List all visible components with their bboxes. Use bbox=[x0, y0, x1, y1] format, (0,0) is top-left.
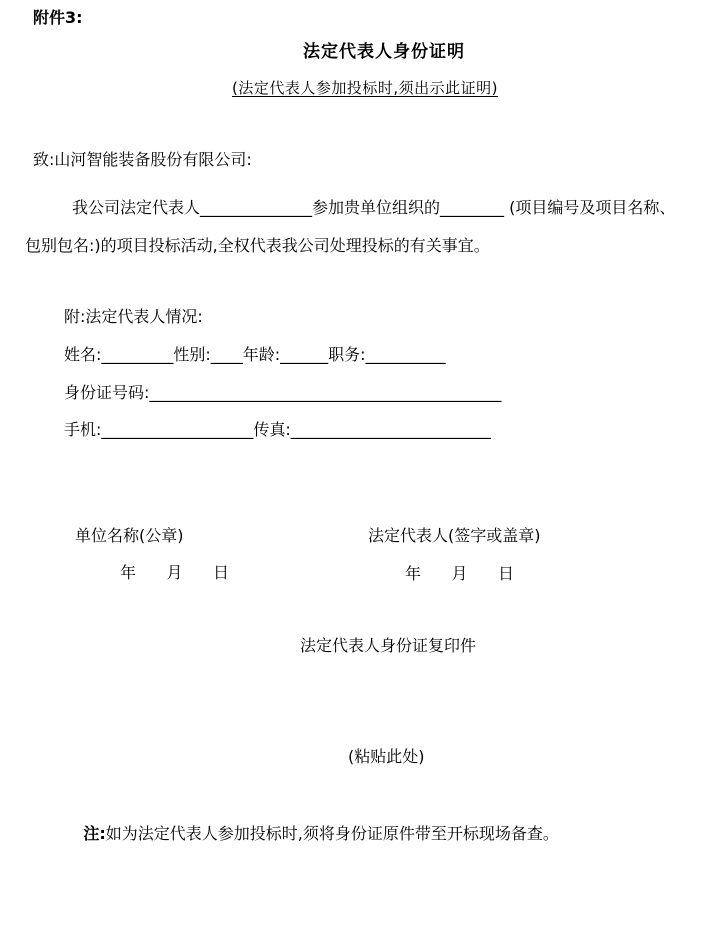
attachment-label: 附件3: bbox=[33, 8, 83, 27]
legal-rep-info-heading: 附:法定代表人情况: bbox=[64, 307, 203, 326]
company-seal-label: 单位名称(公章) bbox=[75, 526, 184, 545]
phone-fax-field-line[interactable]: 手机:___________________传真:_________________________ bbox=[64, 420, 491, 439]
body-paragraph-line-2: 包别包名:)的项目投标活动,全权代表我公司处理投标的有关事宜。 bbox=[25, 236, 490, 255]
document-title: 法定代表人身份证明 bbox=[303, 42, 465, 62]
paste-here-placeholder: (粘贴此处) bbox=[348, 747, 425, 766]
date-line-left: 年 月 日 bbox=[120, 563, 230, 582]
document-subtitle: (法定代表人参加投标时,须出示此证明) bbox=[232, 79, 498, 97]
name-gender-age-title-field-line[interactable]: 姓名:_________性别:____年龄:______职务:__________ bbox=[64, 345, 446, 364]
addressee-line: 致:山河智能装备股份有限公司: bbox=[33, 150, 252, 169]
note-text: 如为法定代表人参加投标时,须将身份证原件带至开标现场备查。 bbox=[105, 824, 559, 844]
id-copy-heading: 法定代表人身份证复印件 bbox=[300, 636, 477, 655]
id-number-field-line[interactable]: 身份证号码:____________________________________________ bbox=[64, 383, 502, 402]
note-prefix: 注: bbox=[83, 824, 106, 844]
date-line-right: 年 月 日 bbox=[405, 564, 515, 583]
rep-signature-label: 法定代表人(签字或盖章) bbox=[368, 526, 541, 545]
body-paragraph-line-1[interactable]: 我公司法定代表人______________参加贵单位组织的________ (项目编号及项目名称、 bbox=[72, 198, 676, 217]
note-line bbox=[63, 807, 559, 862]
